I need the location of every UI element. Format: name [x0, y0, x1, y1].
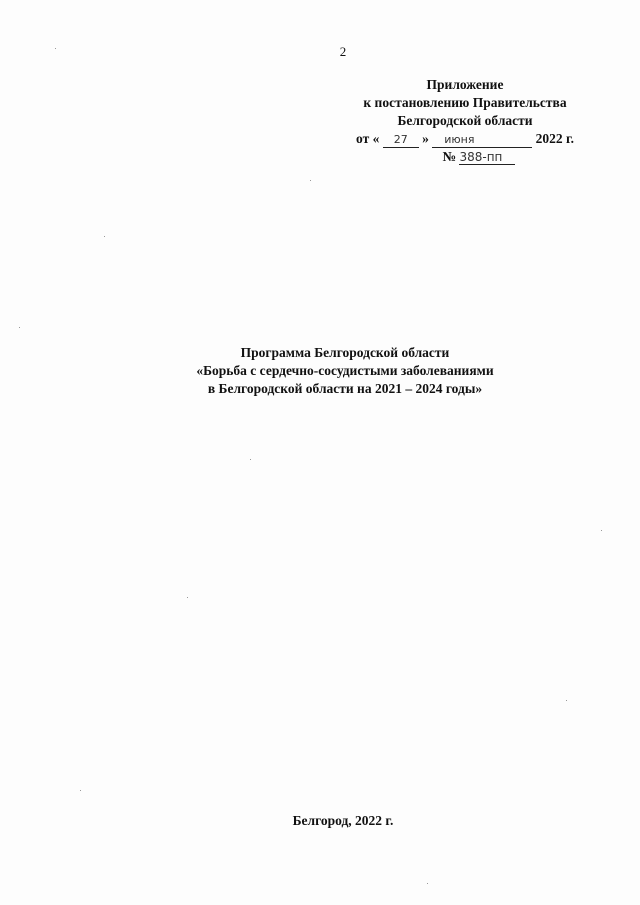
scan-speck: [601, 530, 602, 531]
scan-speck: [104, 236, 105, 237]
number-prefix: №: [442, 149, 457, 164]
appendix-number-line: [330, 148, 600, 166]
number-value: 388-пп: [459, 150, 515, 165]
scan-speck: [80, 790, 81, 791]
date-prefix: от «: [356, 131, 380, 146]
appendix-block: [330, 76, 600, 166]
appendix-region-line: Белгородской области: [397, 113, 533, 128]
appendix-decree-line: к постановлению Правительства: [363, 95, 567, 110]
scan-speck: [187, 597, 188, 598]
scan-speck: [19, 327, 20, 328]
date-month: июня: [432, 133, 532, 148]
date-day: 27: [383, 133, 419, 148]
footer-place-year: Белгород, 2022 г.: [292, 813, 394, 828]
program-title: [120, 344, 570, 398]
program-title-line-1: Программа Белгородской области: [240, 345, 450, 360]
scan-speck: [55, 48, 56, 49]
appendix-date-line: [330, 130, 600, 148]
scan-speck: [427, 883, 428, 884]
program-title-line-2: «Борьба с сердечно-сосудистыми заболеваниями: [196, 363, 494, 378]
date-mid: »: [422, 131, 429, 146]
scan-speck: [310, 180, 311, 181]
date-year: 2022 г.: [535, 131, 574, 146]
scan-speck: [250, 459, 251, 460]
program-title-line-3: в Белгородской области на 2021 – 2024 годы»: [207, 381, 483, 396]
page-number: 2: [339, 44, 347, 59]
scan-speck: [566, 700, 567, 701]
appendix-heading: Приложение: [426, 77, 504, 92]
